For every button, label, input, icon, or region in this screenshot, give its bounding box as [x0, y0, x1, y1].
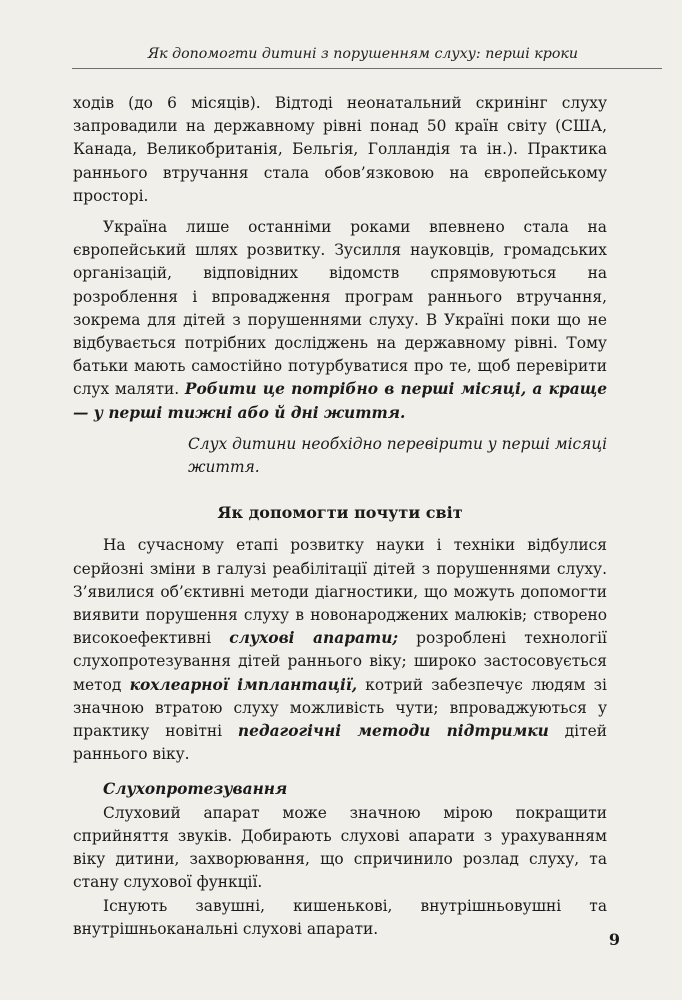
- paragraph-1: ходів (до 6 місяців). Відтоді неонатальний скринінг слуху запровадили на державному рівні понад 50 країн світу (США, Канада, Великобританія, Бельгія, Голландія та ін.). Практика раннього втручання стала обов’язковою на європейському просторі.: [73, 94, 607, 205]
- paragraph-2: [73, 216, 607, 425]
- callout-note: Слух дитини необхідно перевірити у перші місяці життя.: [188, 434, 608, 477]
- term-hearing-aids: слухові апарати;: [229, 629, 399, 648]
- paragraph-2-text: Україна лише останніми роками впевнено стала на європейський шлях розвитку. Зусилля науковців, громадських організацій, відповідних відомств спрямовуються на розроблення і впровадження програм раннього втручання, зокрема для дітей з порушеннями слуху. В Україні поки що не відбувається потрібних досліджень на державному рівні. Тому батьки мають самостійно потурбуватися про те, щоб перевірити слух маляти.: [73, 218, 607, 399]
- page-header: [72, 38, 662, 69]
- paragraph-3-text-c: розроблені технології слухопротезування дітей раннього віку; широко застосовується метод: [73, 629, 607, 694]
- subheading-hearing-aids: Слухопротезування: [103, 780, 288, 799]
- paragraph-3: [73, 534, 607, 766]
- paragraph-4: Слуховий апарат може значною мірою покращити сприйняття звуків. Добирають слухові апарати з урахуванням віку дитини, захворювання, що спричинило розлад слуху, та стану слухової функції.: [73, 803, 607, 892]
- running-title: Як допомогти дитині з порушенням слуху: перші кроки: [147, 46, 578, 62]
- page-body: [73, 92, 607, 941]
- paragraph-3-text-a: На сучасному етапі розвитку науки і техніки відбулися серйозні зміни в галузі реабілітації дітей з порушеннями слуху. З’явилися об’єктивні методи діагностики, що можуть допомогти виявити порушення слуху в новонароджених малюків; створено високоефективні: [73, 536, 607, 648]
- term-pedagogical-methods: педагогічні методи підтримки: [237, 722, 549, 741]
- section-title: Як допомогти почути світ: [217, 503, 463, 523]
- paragraph-2-emphasis: Робити це потрібно в перші місяці, а краще — у перші тижні або й дні життя.: [73, 380, 607, 422]
- paragraph-5: Існують завушні, кишенькові, внутрішньовушні та внутрішньоканальні слухові апарати.: [73, 896, 607, 938]
- term-cochlear-implantation: кохлеарної імплантації,: [129, 675, 358, 694]
- paragraph-3-text-g: дітей раннього віку.: [73, 722, 607, 764]
- paragraph-3-text-e: котрий забезпечує людям зі значною втратою слуху можливість чути; впроваджуються у практику новітні: [73, 675, 607, 741]
- page-number: 9: [608, 930, 620, 949]
